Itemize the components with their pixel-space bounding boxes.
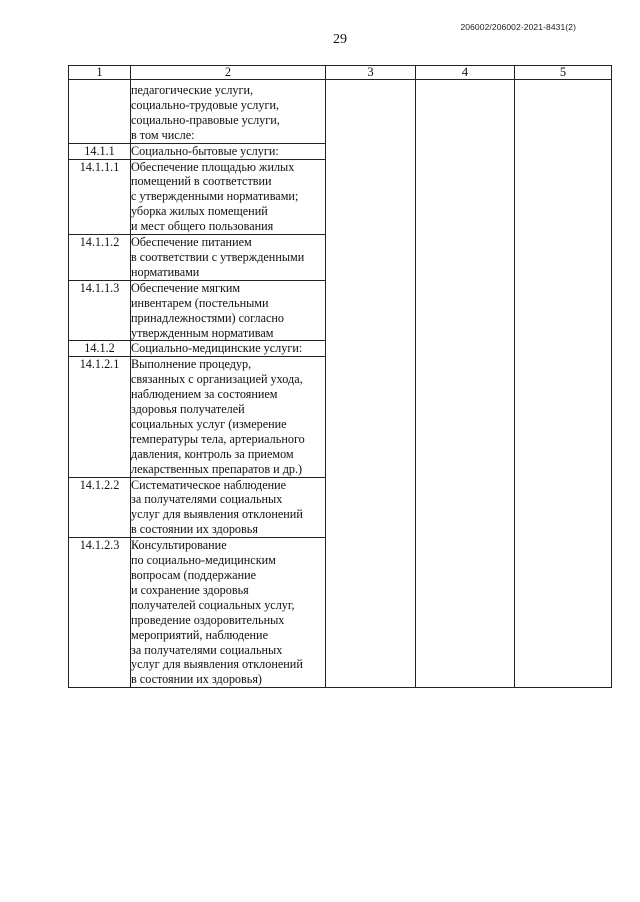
- column-5-cell: [515, 80, 612, 688]
- column-header-3: 3: [326, 66, 416, 80]
- service-description-line: давления, контроль за приемом: [131, 446, 294, 461]
- service-description-line: за получателями социальных: [131, 642, 283, 657]
- service-description-line: и мест общего пользования: [131, 219, 274, 234]
- service-description-line: Обеспечение питанием: [131, 235, 252, 250]
- service-description-line: утвержденным нормативам: [131, 325, 274, 340]
- service-description-line: Обеспечение мягким: [131, 280, 241, 295]
- column-header-5: 5: [515, 66, 612, 80]
- service-description: [131, 143, 326, 159]
- row-number: 14.1.1.2: [69, 235, 131, 281]
- service-description: [131, 280, 326, 341]
- service-description-line: за получателями социальных: [131, 492, 283, 507]
- page-number: 29: [333, 32, 347, 47]
- column-header-1: 1: [69, 66, 131, 80]
- service-description-line: Систематическое наблюдение: [131, 477, 287, 492]
- service-description: [131, 357, 326, 477]
- table-header-row: [69, 66, 612, 80]
- service-description-line: получателей социальных услуг,: [131, 597, 295, 612]
- column-4-cell: [416, 80, 515, 688]
- row-number: 14.1.2.2: [69, 477, 131, 538]
- service-description-line: в состоянии их здоровья: [131, 522, 258, 537]
- row-number: 14.1.2.3: [69, 538, 131, 688]
- column-header-4: 4: [416, 66, 515, 80]
- service-description-line: с утвержденными нормативами;: [131, 189, 299, 204]
- column-3-cell: [326, 80, 416, 688]
- service-description-line: связанных с организацией ухода,: [131, 372, 303, 387]
- service-description: [131, 235, 326, 281]
- service-description-line: социально-правовые услуги,: [131, 112, 280, 127]
- service-description-line: инвентарем (постельными: [131, 295, 269, 310]
- service-description-line: социальных услуг (измерение: [131, 416, 287, 431]
- service-description-line: Обеспечение площадью жилых: [131, 159, 295, 174]
- service-description-line: по социально-медицинским: [131, 553, 276, 568]
- service-description: [131, 159, 326, 235]
- service-description-line: услуг для выявления отклонений: [131, 657, 303, 672]
- service-description-line: и сохранение здоровья: [131, 582, 249, 597]
- service-description-line: вопросам (поддержание: [131, 568, 257, 582]
- row-number: [69, 80, 131, 144]
- document-id: 206002/206002-2021-8431(2): [460, 22, 576, 32]
- service-description-line: мероприятий, наблюдение: [131, 627, 268, 642]
- service-description-line: уборка жилых помещений: [131, 204, 268, 219]
- column-header-2: 2: [131, 66, 326, 80]
- service-description: [131, 477, 326, 538]
- service-description-line: помещений в соответствии: [131, 174, 272, 189]
- service-description-line: Выполнение процедур,: [131, 357, 252, 372]
- row-number: 14.1.1: [69, 143, 131, 159]
- row-number: 14.1.1.3: [69, 280, 131, 341]
- table-row: [69, 80, 612, 144]
- service-description-line: нормативами: [131, 264, 200, 279]
- service-description: [131, 80, 326, 144]
- row-number: 14.1.1.1: [69, 159, 131, 235]
- service-description-line: педагогические услуги,: [131, 83, 254, 97]
- service-description-line: проведение оздоровительных: [131, 612, 285, 627]
- service-description-line: в соответствии с утвержденными: [131, 249, 305, 264]
- service-description-line: Консультирование: [131, 538, 227, 553]
- service-description-line: лекарственных препаратов и др.): [131, 461, 303, 476]
- service-description-line: в том числе:: [131, 127, 195, 142]
- service-description-line: здоровья получателей: [131, 402, 245, 417]
- service-description-line: наблюдением за состоянием: [131, 387, 278, 402]
- service-description-line: Социально-медицинские услуги:: [131, 341, 303, 356]
- service-description-line: принадлежностями) согласно: [131, 310, 285, 325]
- service-description-line: в состоянии их здоровья): [131, 672, 262, 687]
- service-description: [131, 341, 326, 357]
- row-number: 14.1.2.1: [69, 357, 131, 477]
- service-description-line: услуг для выявления отклонений: [131, 507, 303, 522]
- service-description: [131, 538, 326, 688]
- service-description-line: температуры тела, артериального: [131, 431, 305, 446]
- services-table: [68, 65, 612, 688]
- service-description-line: социально-трудовые услуги,: [131, 97, 280, 112]
- table-body: [69, 80, 612, 688]
- service-description-line: Социально-бытовые услуги:: [131, 143, 279, 158]
- row-number: 14.1.2: [69, 341, 131, 357]
